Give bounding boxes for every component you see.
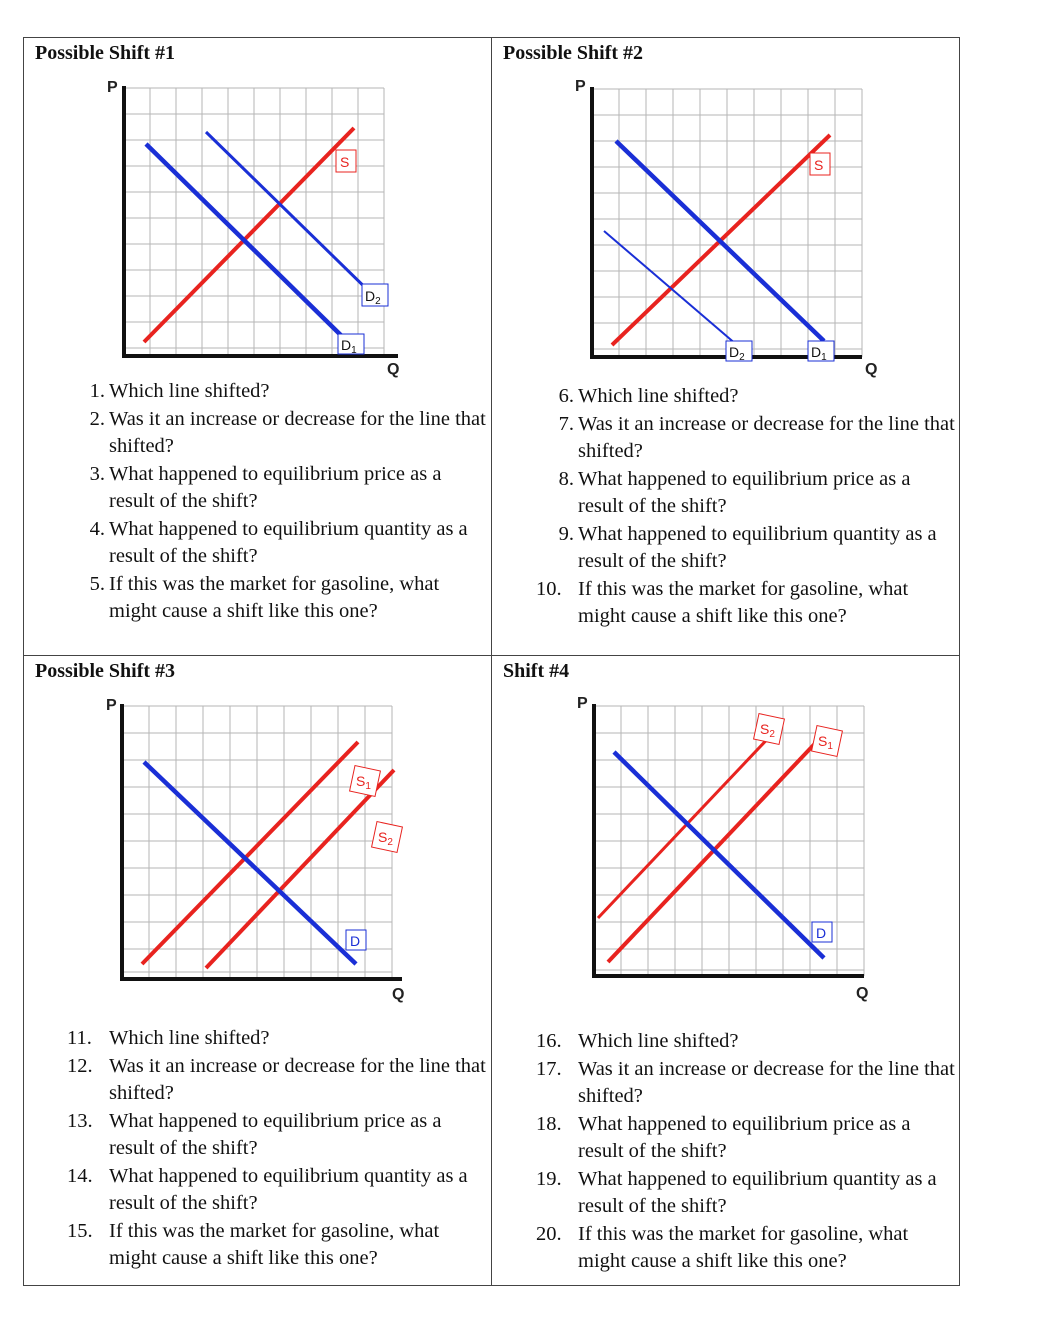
question-list (67, 1025, 486, 1273)
svg-text:S: S (340, 154, 350, 170)
supply-curve-s1 (142, 742, 361, 964)
label-d1 (338, 334, 364, 356)
axis-label-q: Q (856, 985, 869, 1002)
list-item: 12. Was it an increase or decrease for the line that shifted? (67, 1054, 486, 1104)
list-item: 16. Which line shifted? (536, 1030, 739, 1052)
panel-shift-2 (492, 38, 959, 655)
question-list (71, 378, 486, 626)
svg-text:D1: $D_1$ (811, 344, 827, 363)
label-s (336, 150, 356, 172)
list-item: 10. If this was the market for gasoline, what might cause a shift like this one? (536, 577, 909, 627)
panel-shift-3 (24, 656, 491, 1287)
svg-text:D: D (350, 933, 361, 949)
supply-demand-graph-1 (104, 74, 404, 378)
question-list (536, 1028, 955, 1276)
svg-text:S1: $S_1$ (356, 773, 371, 792)
list-item: 18. What happened to equilibrium price as a result of the shift? (536, 1112, 911, 1162)
grid (592, 89, 862, 357)
list-item: 9. What happened to equilibrium quantity as a result of the shift? (558, 522, 937, 572)
svg-text:S2: $S_2$ (760, 721, 775, 740)
demand-curve (614, 752, 827, 958)
svg-text:S1: $S_1$ (818, 733, 833, 752)
panel-title: Possible Shift #2 (503, 42, 644, 64)
panel-shift-4 (492, 656, 959, 1287)
grid (124, 88, 384, 356)
list-item: 13. What happened to equilibrium price as a result of the shift? (67, 1109, 442, 1159)
worksheet-table (23, 37, 960, 1286)
list-item: 3. What happened to equilibrium price as a result of the shift? (89, 462, 442, 512)
axis-label-p: P (577, 695, 588, 712)
list-item: 20. If this was the market for gasoline, what might cause a shift like this one? (536, 1222, 909, 1272)
panel-title: Shift #4 (503, 660, 570, 682)
list-item: 5. If this was the market for gasoline, what might cause a shift like this one? (89, 572, 440, 622)
panel-shift-1 (24, 38, 491, 655)
label-d (346, 930, 366, 950)
axes (590, 87, 862, 357)
question-list (536, 383, 955, 631)
label-s1 (812, 726, 843, 757)
label-d2 (362, 284, 388, 307)
label-d1 (808, 341, 834, 363)
list-item: 1. Which line shifted? (89, 380, 270, 402)
svg-text:S: S (814, 157, 824, 173)
panel-title: Possible Shift #3 (35, 660, 176, 682)
label-s2 (754, 714, 785, 745)
list-item: 11. Which line shifted? (67, 1027, 270, 1049)
list-item: 14. What happened to equilibrium quantity as a result of the shift? (67, 1164, 468, 1214)
list-item: 15. If this was the market for gasoline, what might cause a shift like this one? (67, 1219, 440, 1269)
axis-label-q: Q (392, 986, 405, 1003)
list-item: 19. What happened to equilibrium quantity as a result of the shift? (536, 1167, 937, 1217)
axis-label-p: P (107, 79, 118, 96)
supply-demand-graph-4 (577, 692, 890, 1002)
label-s (810, 153, 830, 175)
supply-demand-graph-3 (102, 692, 412, 1002)
label-s1 (350, 766, 381, 797)
svg-text:D2: $D_2$ (729, 344, 745, 363)
axis-label-q: Q (865, 361, 878, 378)
panel-title: Possible Shift #1 (35, 42, 176, 64)
axis-label-p: P (575, 78, 586, 95)
label-s2 (372, 822, 403, 853)
axis-label-p: P (106, 697, 117, 714)
list-item: 6. Which line shifted? (558, 385, 739, 407)
supply-demand-graph-2 (572, 75, 882, 377)
svg-text:D1: $D_1$ (341, 337, 357, 356)
svg-text:D: D (816, 925, 827, 941)
axis-label-q: Q (387, 361, 400, 378)
list-item: 8. What happened to equilibrium price as a result of the shift? (558, 467, 911, 517)
list-item: 17. Was it an increase or decrease for the line that shifted? (536, 1057, 955, 1107)
list-item: 2. Was it an increase or decrease for the line that shifted? (89, 407, 486, 457)
list-item: 7. Was it an increase or decrease for the line that shifted? (558, 412, 955, 462)
svg-text:D2: $D_2$ (365, 288, 381, 307)
label-d (812, 922, 832, 942)
list-item: 4. What happened to equilibrium quantity as a result of the shift? (89, 517, 468, 567)
svg-text:S2: $S_2$ (378, 829, 393, 848)
label-d2 (726, 341, 752, 363)
